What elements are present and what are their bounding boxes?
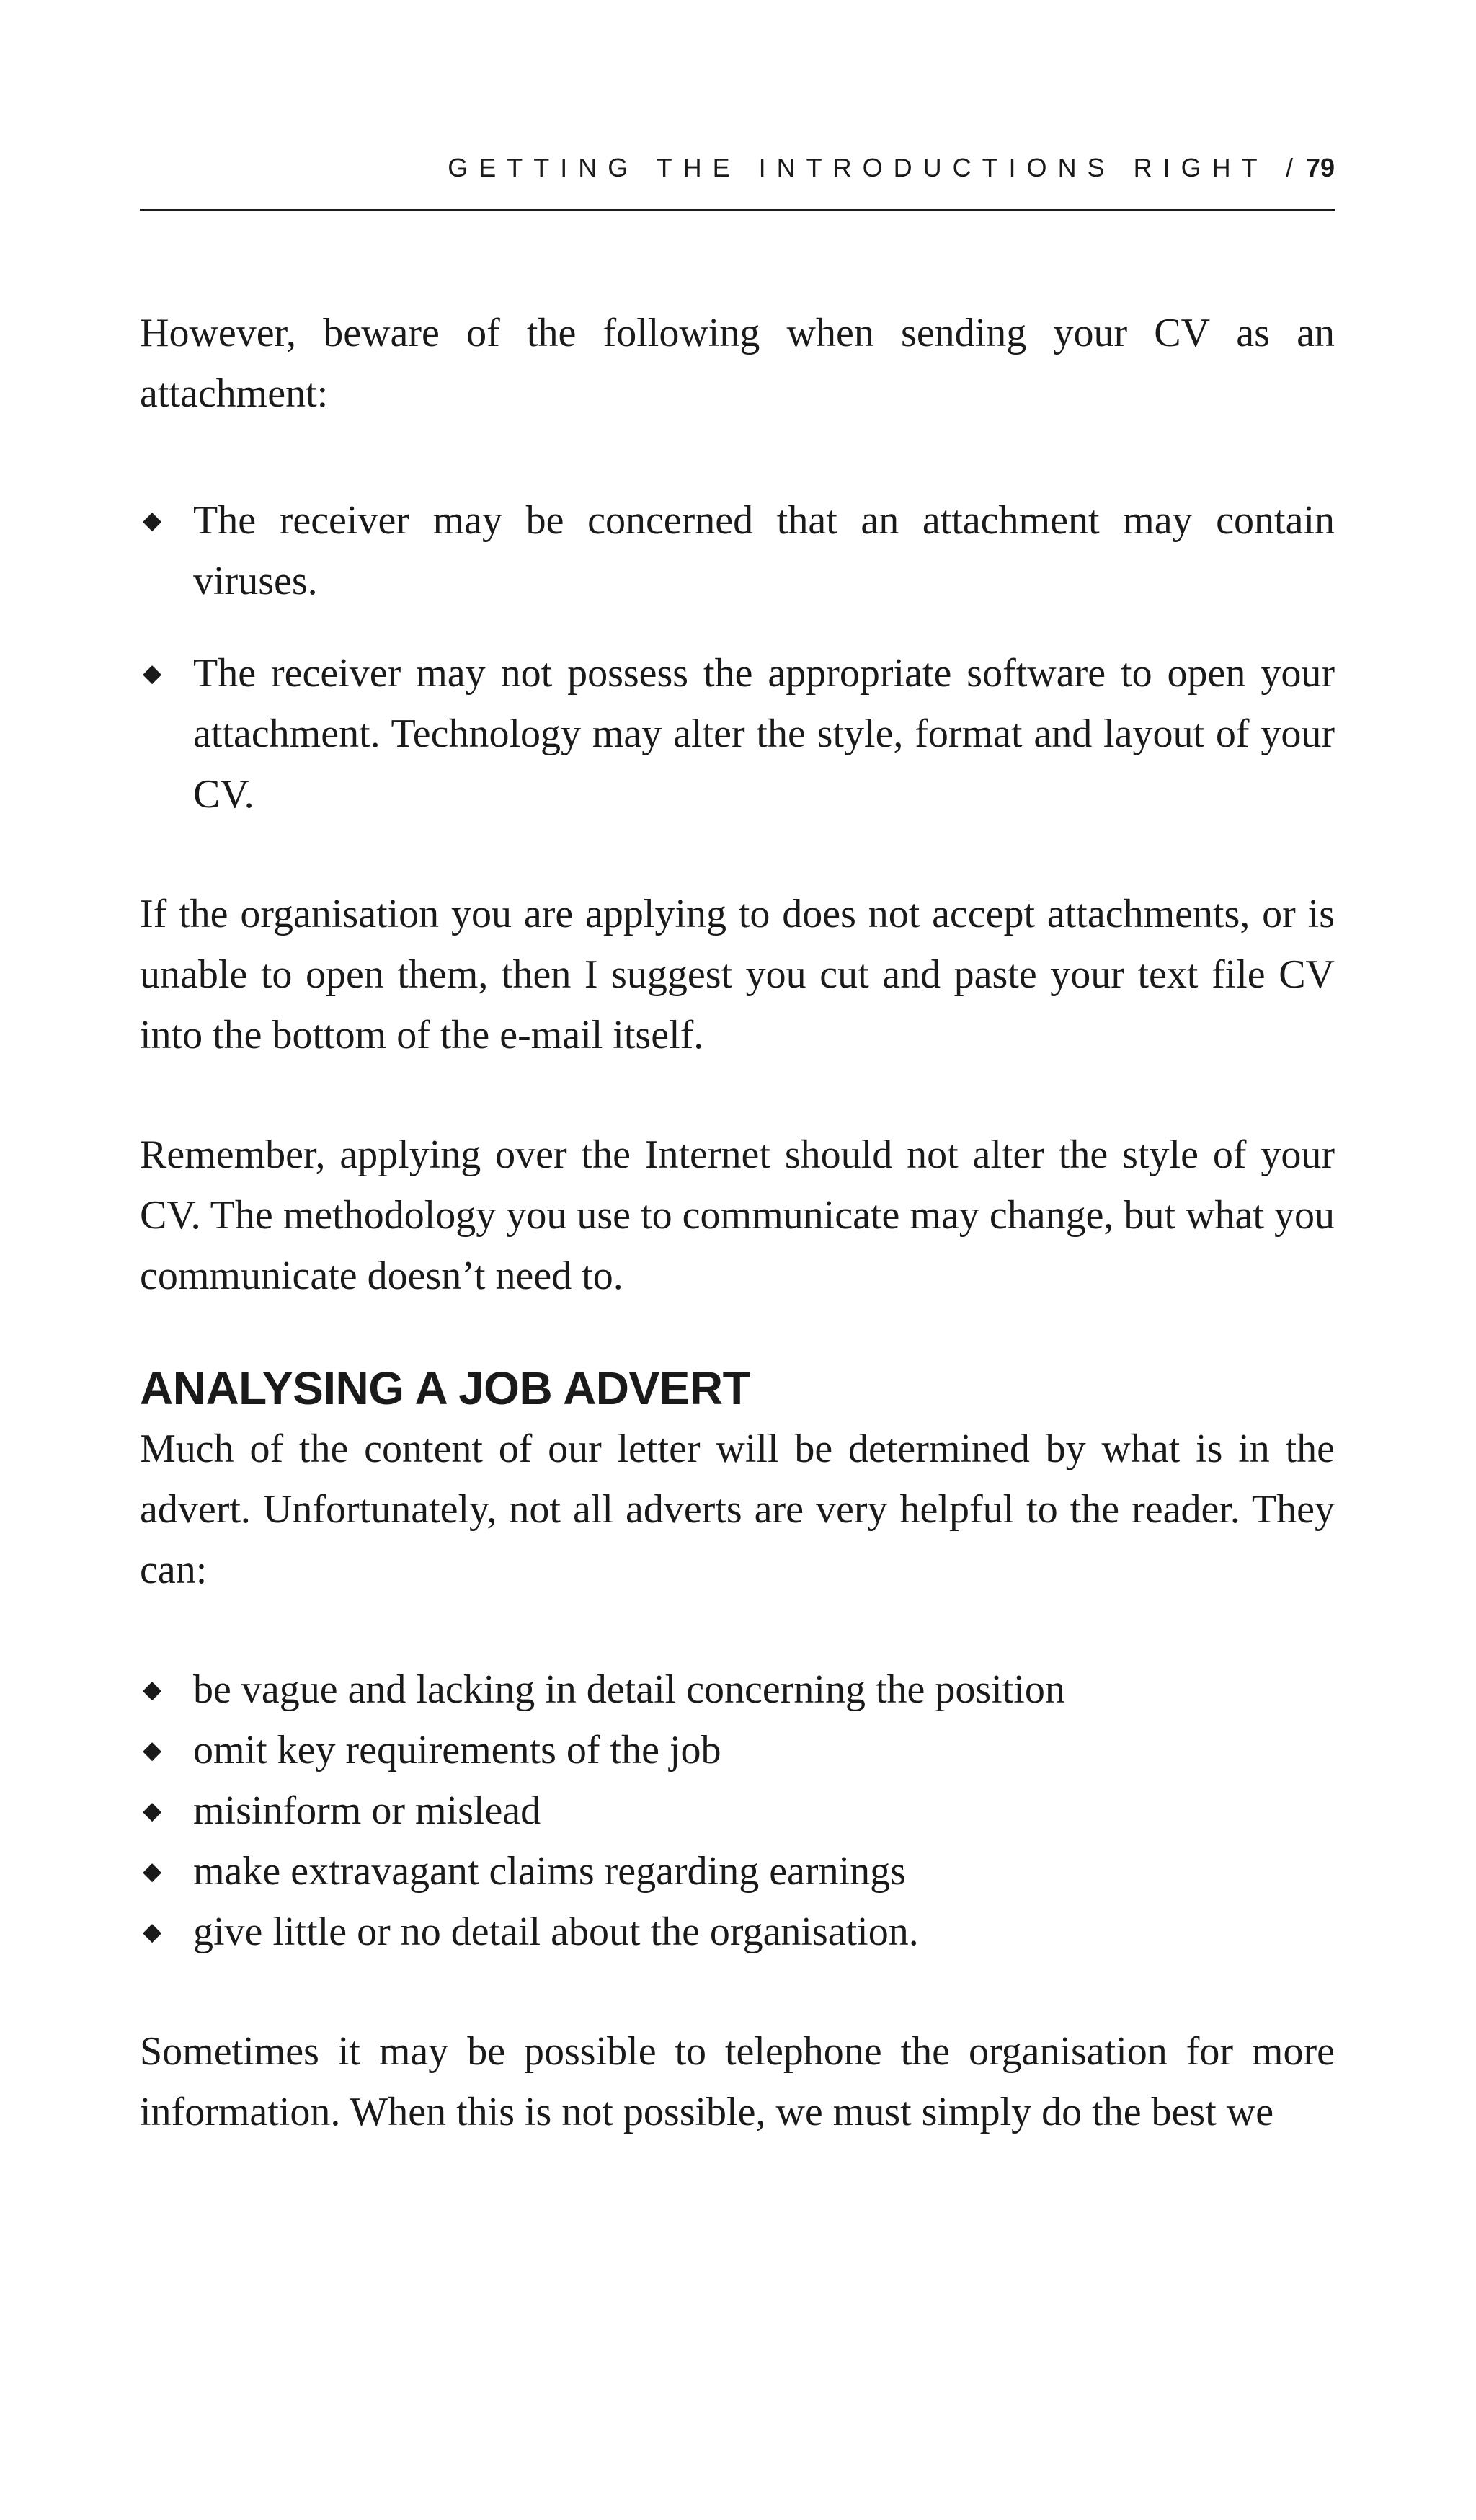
list-item: [140, 1659, 1335, 1720]
diamond-bullet-icon: ◆: [143, 1736, 162, 1765]
list-item: [140, 490, 1335, 611]
paragraph: If the organisation you are applying to does not accept attachments, or is unable to open them, then I suggest you cut and paste your text file CV into the bottom of the e-mail itself.: [140, 892, 1335, 1057]
list-item-text: omit key requirements of the job: [193, 1728, 721, 1773]
header-separator: /: [1285, 153, 1293, 182]
paragraph: Much of the content of our letter will be determined by what is in the advert. Unfortunately, not all adverts are very helpful to the reader. They can:: [140, 1427, 1335, 1592]
list-item-text: give little or no detail about the organisation.: [193, 1909, 919, 1954]
paragraph: Remember, applying over the Internet should not alter the style of your CV. The methodology you use to communicate may change, but what you communicate doesn’t need to.: [140, 1132, 1335, 1298]
paragraph: Sometimes it may be possible to telephone the organisation for more information. When this is not possible, we must simply do the best we: [140, 2029, 1335, 2134]
diamond-bullet-icon: ◆: [143, 1917, 162, 1946]
diamond-bullet-icon: ◆: [143, 1857, 162, 1886]
page-number: 79: [1305, 153, 1335, 182]
diamond-bullet-icon: ◆: [143, 1675, 162, 1704]
list-item: [140, 643, 1335, 825]
list-item: [140, 1902, 1335, 1962]
header-rule: [140, 209, 1335, 211]
running-title: GETTING THE INTRODUCTIONS RIGHT: [448, 153, 1268, 182]
list-item: [140, 1720, 1335, 1780]
diamond-bullet-icon: ◆: [143, 1796, 162, 1825]
intro-paragraph: However, beware of the following when sending your CV as an attachment:: [140, 311, 1335, 416]
list-item: [140, 1841, 1335, 1902]
list-item-text: be vague and lacking in detail concerning the position: [193, 1667, 1065, 1712]
list-item-text: The receiver may not possess the appropriate software to open your attachment. Technology may alter the style, format and layout of your CV.: [193, 651, 1335, 817]
list-item: [140, 1780, 1335, 1841]
advert-problems-list: [140, 1659, 1335, 1962]
list-item-text: make extravagant claims regarding earnings: [193, 1849, 906, 1894]
diamond-bullet-icon: ◆: [143, 659, 162, 688]
section-heading: ANALYSING A JOB ADVERT: [140, 1362, 751, 1414]
diamond-bullet-icon: ◆: [143, 506, 162, 535]
attachment-warnings-list: [140, 490, 1335, 825]
running-header: [140, 153, 1335, 183]
list-item-text: The receiver may be concerned that an attachment may contain viruses.: [193, 498, 1335, 603]
list-item-text: misinform or mislead: [193, 1788, 541, 1833]
body-text: [140, 303, 1335, 2142]
